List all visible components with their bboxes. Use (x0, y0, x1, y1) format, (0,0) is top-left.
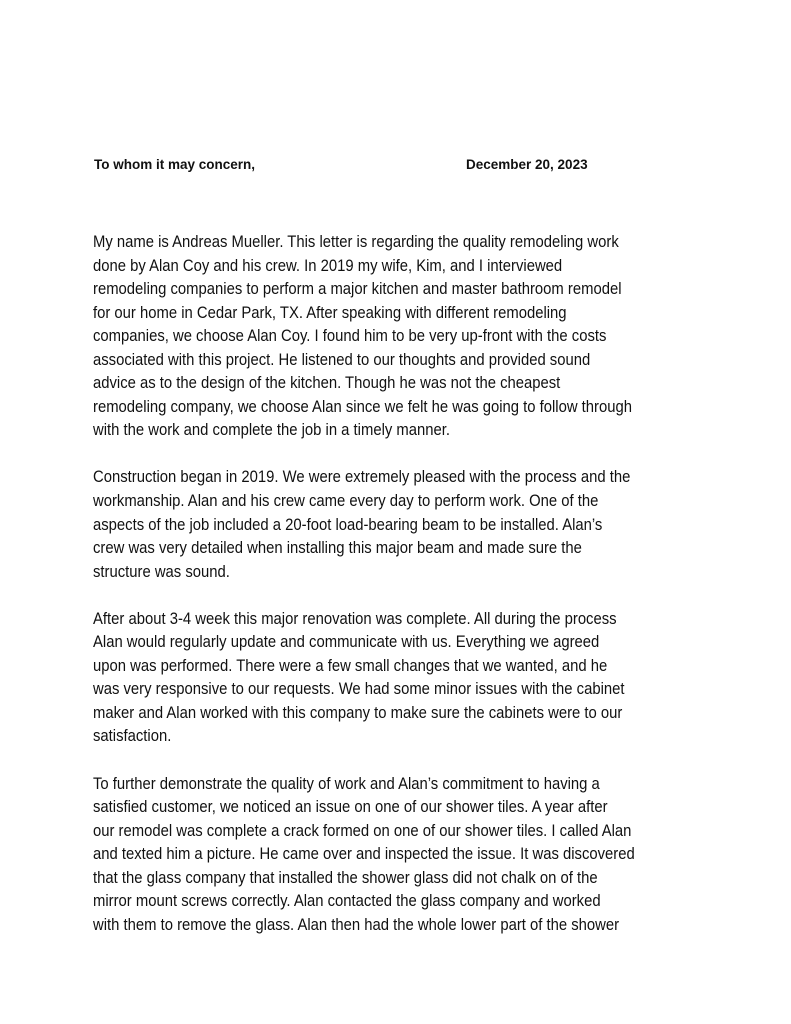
text-line: After about 3-4 week this major renovation was complete. All during the process (93, 609, 617, 628)
text-line: that the glass company that installed the shower glass did not chalk on of the (93, 868, 598, 887)
text-line: associated with this project. He listened to our thoughts and provided sound (93, 350, 591, 369)
text-line: done by Alan Coy and his crew. In 2019 my wife, Kim, and I interviewed (93, 256, 563, 275)
paragraph-completion (93, 608, 713, 749)
text-line: with the work and complete the job in a timely manner. (93, 421, 451, 440)
salutation: To whom it may concern, (94, 157, 256, 172)
text-line: was very responsive to our requests. We had some minor issues with the cabinet (93, 680, 625, 699)
text-line: advice as to the design of the kitchen. Though he was not the cheapest (93, 374, 561, 393)
text-line: companies, we choose Alan Coy. I found him to be very up-front with the costs (93, 327, 607, 346)
letter-header (94, 155, 594, 175)
letter-body (93, 231, 713, 961)
text-line: aspects of the job included a 20-foot load-bearing beam to be installed. Alan’s (93, 515, 603, 534)
text-line: for our home in Cedar Park, TX. After speaking with different remodeling (93, 303, 567, 322)
text-line: mirror mount screws correctly. Alan contacted the glass company and worked (93, 892, 601, 911)
text-line: To further demonstrate the quality of work and Alan’s commitment to having a (93, 774, 600, 793)
text-line: satisfaction. (93, 727, 172, 746)
text-line: Construction began in 2019. We were extremely pleased with the process and the (93, 468, 631, 487)
text-line: and texted him a picture. He came over and inspected the issue. It was discovered (93, 845, 635, 864)
paragraph-shower-issue (93, 773, 713, 938)
text-line: upon was performed. There were a few small changes that we wanted, and he (93, 656, 608, 675)
paragraph-introduction (93, 231, 713, 443)
letter-date: December 20, 2023 (466, 157, 588, 172)
text-line: workmanship. Alan and his crew came every day to perform work. One of the (93, 492, 599, 511)
text-line: with them to remove the glass. Alan then had the whole lower part of the shower (93, 915, 620, 934)
text-line: satisfied customer, we noticed an issue on one of our shower tiles. A year after (93, 798, 608, 817)
text-line: My name is Andreas Mueller. This letter is regarding the quality remodeling work (93, 233, 619, 251)
text-line: maker and Alan worked with this company to make sure the cabinets were to our (93, 703, 623, 722)
text-line: crew was very detailed when installing this major beam and made sure the (93, 539, 582, 558)
text-line: our remodel was complete a crack formed on one of our shower tiles. I called Alan (93, 821, 632, 840)
text-line: structure was sound. (93, 562, 230, 581)
paragraph-construction (93, 466, 713, 584)
text-line: Alan would regularly update and communicate with us. Everything we agreed (93, 633, 600, 652)
text-line: remodeling companies to perform a major kitchen and master bathroom remodel (93, 280, 622, 299)
text-line: remodeling company, we choose Alan since we felt he was going to follow through (93, 397, 632, 416)
